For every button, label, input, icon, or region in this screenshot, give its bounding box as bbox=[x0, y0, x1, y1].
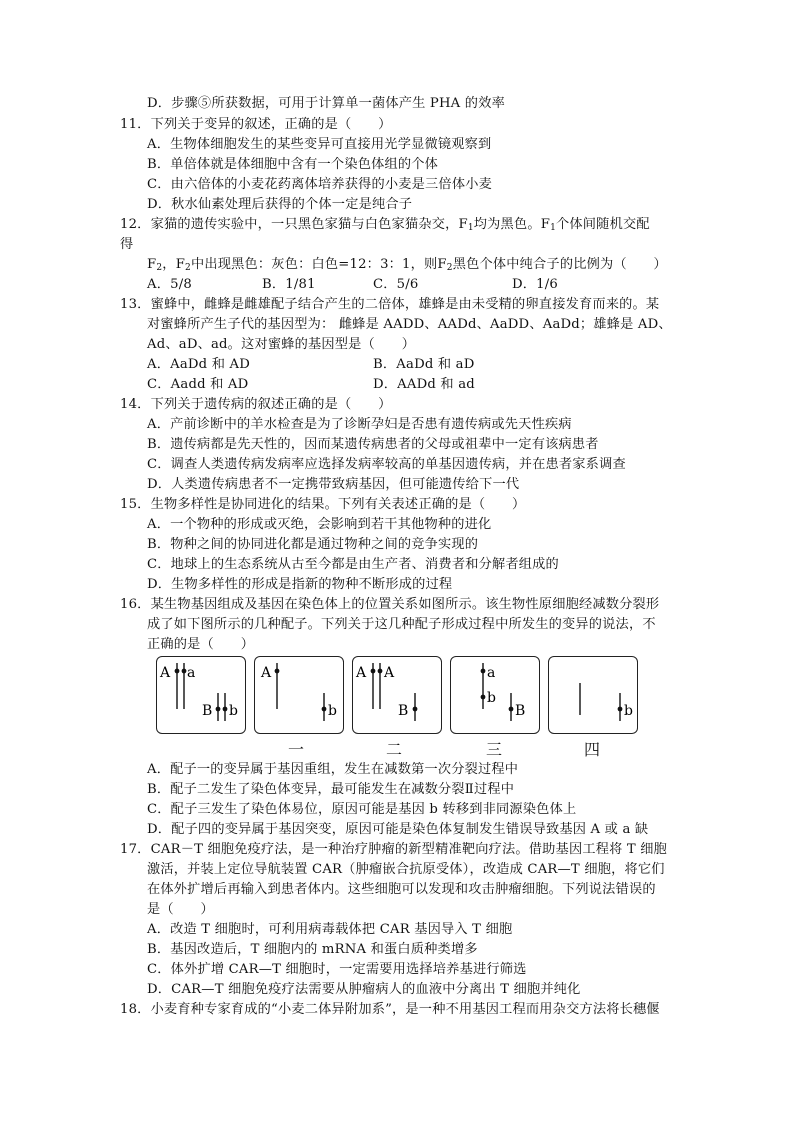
q12-stem-part2: 均为黑色。 bbox=[473, 217, 541, 232]
q12-sub2-3: 2 bbox=[446, 263, 453, 273]
q18-stem-line1: 18．小麦育种专家育成的“小麦二体异附加系”，是一种不用基因工程而用杂交方法将长穗偃 bbox=[120, 1002, 660, 1017]
q17-option-a: A．改造 T 细胞时，可利用病毒载体把 CAR 基因导入 T 细胞 bbox=[147, 922, 513, 937]
gamete-label-four: 四 bbox=[584, 740, 601, 759]
q14-stem: 14．下列关于遗传病的叙述正确的是（ ） bbox=[120, 397, 392, 412]
q16-stem-line1: 16．某生物基因组成及基因在染色体上的位置关系如图所示。该生物性原细胞经减数分裂形 bbox=[120, 597, 660, 612]
q12-f2-symbol-2: $F_2$ bbox=[175, 257, 191, 273]
q16-option-b: B．配子二发生了染色体变异，最可能发生在减数分裂Ⅱ过程中 bbox=[147, 782, 515, 797]
gene-label: B bbox=[515, 703, 526, 719]
q11-option-b: B．单倍体就是体细胞中含有一个染色体组的个体 bbox=[147, 157, 439, 172]
q11-option-c: C．由六倍体的小麦花药离体培养获得的小麦是三倍体小麦 bbox=[147, 177, 492, 192]
q12-f1-symbol: $F_1$ bbox=[458, 217, 474, 233]
gamete-two-svg bbox=[353, 657, 441, 733]
q15-stem: 15．生物多样性是协同进化的结果。下列有关表述正确的是（ ） bbox=[120, 497, 526, 512]
gamete-four bbox=[548, 656, 638, 734]
gene-label: B bbox=[398, 703, 409, 719]
q16-stem-line3: 正确的是（ ） bbox=[147, 637, 255, 652]
q17-stem-line3: 在体外扩增后再输入到患者体内。这些细胞可以发现和攻击肿瘤细胞。下列说法错误的 bbox=[147, 882, 656, 897]
q15-option-b: B．物种之间的协同进化都是通过物种之间的竞争实现的 bbox=[147, 537, 479, 552]
q12-f1-symbol-2: $F_1$ bbox=[540, 217, 557, 233]
q10-option-d: D．步骤⑤所获数据，可用于计算单一菌体产生 PHA 的效率 bbox=[147, 96, 505, 111]
q11-option-a: A．生物体细胞发生的某些变异可直接用光学显微镜观察到 bbox=[147, 137, 492, 152]
q12-stem-line3-part1: ， bbox=[162, 257, 176, 272]
q17-stem-line4: 是（ ） bbox=[147, 902, 214, 917]
gamete-three bbox=[450, 656, 540, 734]
gene-label: A bbox=[356, 665, 367, 681]
q12-f2-symbol-3: $F_2$ bbox=[437, 257, 453, 273]
q17-option-c: C．体外扩增 CAR—T 细胞时，一定需要用选择培养基进行筛选 bbox=[147, 962, 527, 977]
gene-label: B bbox=[202, 703, 213, 719]
q12-sub2: 2 bbox=[156, 263, 163, 273]
gene-label: A bbox=[261, 665, 272, 681]
q12-option-a: A．5/8 bbox=[147, 277, 192, 292]
gene-label: b bbox=[328, 703, 337, 719]
q11-stem: 11．下列关于变异的叙述，正确的是（ ） bbox=[120, 117, 392, 132]
q12-sub1: 1 bbox=[467, 223, 474, 233]
q11-option-d: D．秋水仙素处理后获得的个体一定是纯合子 bbox=[147, 197, 413, 212]
q13-stem-line1: 13．蜜蜂中，雌蜂是雌雄配子结合产生的二倍体，雄蜂是由未受精的卵直接发育而来的。某 bbox=[120, 297, 660, 312]
q13-option-a: A．AaDd 和 AD bbox=[147, 357, 250, 372]
q12-stem-part1: 12．家猫的遗传实验中，一只黑色家猫与白色家猫杂交， bbox=[120, 217, 459, 232]
gamete-original-svg bbox=[157, 657, 245, 733]
q12-stem-line2: 得 bbox=[120, 237, 134, 252]
q13-option-b: B．AaDd 和 aD bbox=[373, 357, 475, 372]
q17-stem-line1: 17．CAR－T 细胞免疫疗法，是一种治疗肿瘤的新型精准靶向疗法。借助基因工程将 T 细胞 bbox=[120, 842, 668, 857]
q12-option-d: D．1/6 bbox=[512, 277, 558, 292]
q13-option-c: C．Aadd 和 AD bbox=[147, 377, 249, 392]
gamete-four-svg bbox=[549, 657, 637, 733]
gene-label: A bbox=[160, 665, 171, 681]
gamete-original bbox=[156, 656, 246, 734]
q16-option-c: C．配子三发生了染色体易位，原因可能是基因 b 转移到非同源染色体上 bbox=[147, 802, 577, 817]
q16-stem-line2: 成了如下图所示的几种配子。下列关于这几种配子形成过程中所发生的变异的说法，不 bbox=[147, 617, 656, 632]
q15-option-a: A．一个物种的形成或灭绝，会影响到若干其他物种的进化 bbox=[147, 517, 492, 532]
gamete-label-three: 三 bbox=[486, 740, 503, 759]
q14-option-c: C．调查人类遗传病发病率应选择发病率较高的单基因遗传病，并在患者家系调查 bbox=[147, 457, 626, 472]
q12-stem-line3-part3: 黑色个体中纯合子的比例为（ ） bbox=[452, 257, 667, 272]
gamete-one bbox=[254, 656, 344, 734]
q12-stem-line1 bbox=[120, 215, 650, 238]
q14-option-d: D．人类遗传病患者不一定携带致病基因，但可能遗传给下一代 bbox=[147, 477, 520, 492]
q13-stem-line2: 对蜜蜂所产生子代的基因型为： 雌蜂是 AADD、AADd、AaDD、AaDd；雄蜂是 AD、 bbox=[147, 317, 672, 332]
gene-label: b bbox=[624, 703, 633, 719]
gamete-three-svg bbox=[451, 657, 539, 733]
gamete-two bbox=[352, 656, 442, 734]
gamete-diagrams bbox=[156, 656, 636, 736]
gene-label: b bbox=[487, 690, 496, 706]
q12-option-c: C．5/6 bbox=[373, 277, 419, 292]
gene-label: A bbox=[384, 665, 395, 681]
q15-option-d: D．生物多样性的形成是指新的物种不断形成的过程 bbox=[147, 577, 453, 592]
gene-label: a bbox=[487, 665, 496, 681]
q12-stem-part3: 个体间随机交配 bbox=[556, 217, 650, 232]
q15-option-c: C．地球上的生态系统从古至今都是由生产者、消费者和分解者组成的 bbox=[147, 557, 559, 572]
gene-label: b bbox=[229, 703, 238, 719]
q12-sub1-2: 1 bbox=[550, 223, 557, 233]
q12-option-b: B．1/81 bbox=[262, 277, 316, 292]
gene-label: a bbox=[187, 665, 196, 681]
q13-option-d: D．AADd 和 ad bbox=[373, 377, 475, 392]
q17-stem-line2: 激活，并装上定位导航装置 CAR（肿瘤嵌合抗原受体），改造成 CAR—T 细胞，将它们 bbox=[147, 862, 665, 877]
q13-stem-line3: Ad、aD、ad。这对蜜蜂的基因型是（ ） bbox=[147, 337, 416, 352]
gamete-label-two: 二 bbox=[386, 740, 403, 759]
q12-sub2-2: 2 bbox=[185, 263, 191, 273]
q17-option-d: D．CAR—T 细胞免疫疗法需要从肿瘤病人的血液中分离出 T 细胞并纯化 bbox=[147, 982, 581, 997]
q17-option-b: B．基因改造后，T 细胞内的 mRNA 和蛋白质种类增多 bbox=[147, 942, 478, 957]
q16-option-a: A．配子一的变异属于基因重组，发生在减数第一次分裂过程中 bbox=[147, 762, 519, 777]
q14-option-b: B．遗传病都是先天性的，因而某遗传病患者的父母或祖辈中一定有该病患者 bbox=[147, 437, 599, 452]
gamete-one-svg bbox=[255, 657, 343, 733]
q12-stem-line3-part2: 中出现黑色：灰色：白色=12：3：1，则 bbox=[190, 257, 438, 272]
gamete-label-one: 一 bbox=[288, 740, 305, 759]
q14-option-a: A．产前诊断中的羊水检查是为了诊断孕妇是否患有遗传病或先天性疾病 bbox=[147, 417, 572, 432]
q16-option-d: D．配子四的变异属于基因突变，原因可能是染色体复制发生错误导致基因 A 或 a 缺 bbox=[147, 822, 649, 837]
q12-f2-symbol: $F_2$ bbox=[147, 257, 163, 273]
